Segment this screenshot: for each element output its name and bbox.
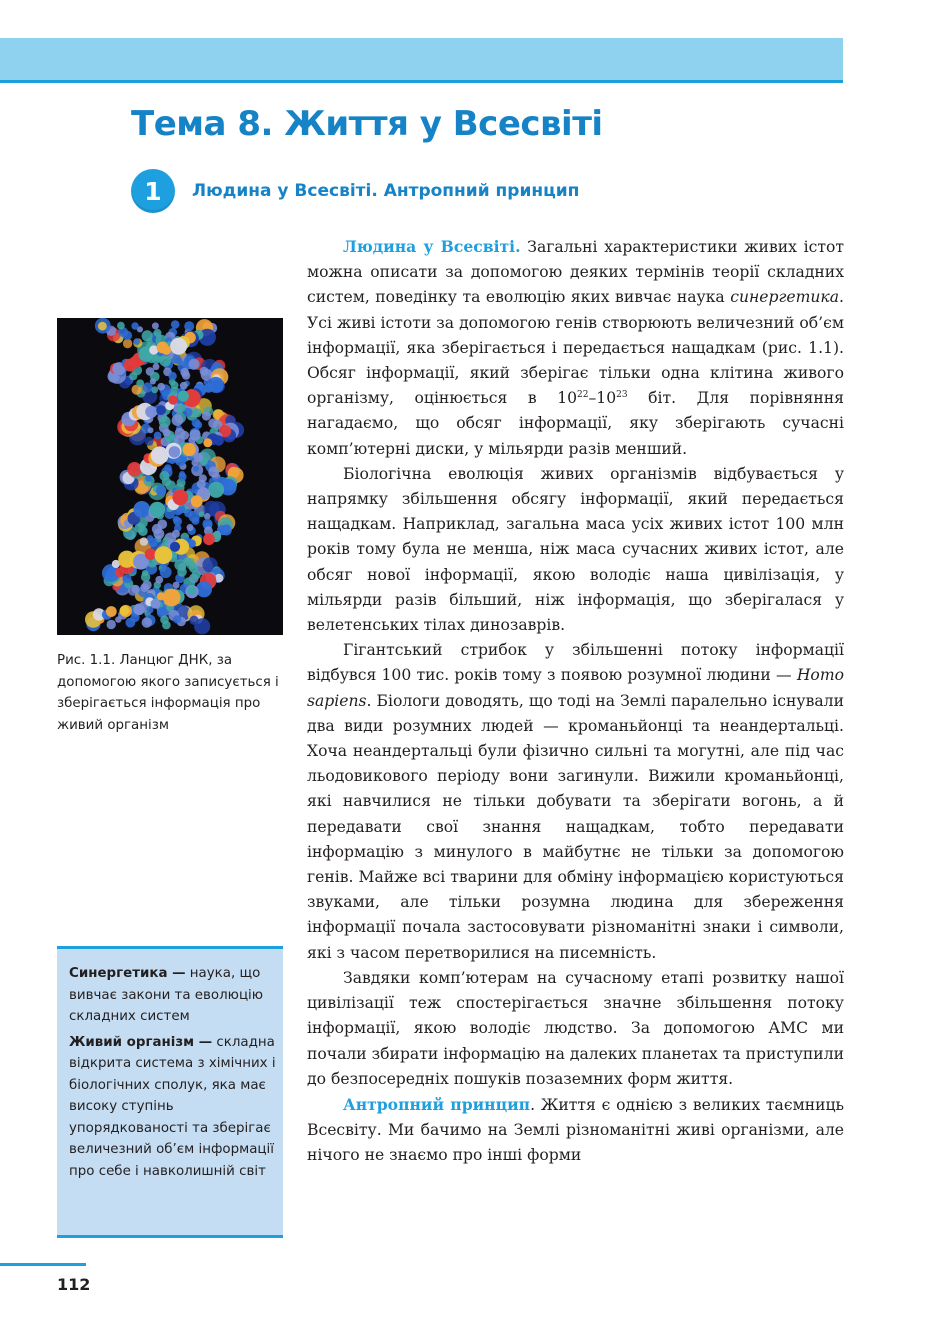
header-band-line [0, 80, 843, 83]
paragraph-text: . Життя є однією з великих таємниць Всесвіту. Ми бачимо на Землі різноманітні живі організми, але нічого не знаємо про інші форми [307, 1095, 845, 1165]
lead-term: Антропний принцип [343, 1094, 531, 1114]
section-heading [131, 168, 579, 214]
section-number-badge: 1 [131, 169, 175, 213]
glossary-definition: складна відкрита система з хімічних і біологічних сполук, яка має високу ступінь упорядкованості та зберігає величезний об’єм інформації про себе і навколишній світ [69, 1034, 276, 1179]
glossary-term: Синергетика — [69, 966, 186, 981]
dna-atom [115, 616, 121, 622]
paragraph-2: Біологічна еволюція живих організмів відбувається у напрямку збільшення обсягу інформації, який передається нащадкам. Наприклад, загальна маса усіх живих істот 100 млн років тому була не менша, ніж маса сучасних живих істот, але обсяг нової інформації, якою володіє наша цивілізація, у мільярди разів більший, ніж інформація, що зберігалася у велетенських тілах динозаврів. [307, 464, 844, 635]
dna-atom [107, 620, 116, 629]
paragraph-text: біт. Для порівняння нагадаємо, що обсяг інформації, яку зберігають сучасні комп’ютерні диски, у мільярди разів менший. [307, 389, 844, 458]
paragraph-text: –10 [588, 389, 617, 408]
paragraph-4: Завдяки комп’ютерам на сучасному етапі розвитку нашої цивілізації теж спостерігається значне збільшення потоку інформації, якою володіє людство. За допомогою АМС ми почали збирати інформацію на далеких планетах та приступили до безпосередніх пошуків позаземних форм життя. [307, 968, 844, 1088]
paragraph-text: . Біологи доводять, що тоді на Землі паралельно існували два види розумних людей — кроманьйонці та неандертальці. Хоча неандертальці були фізично сильні та могутні, але під час льодовикового періоду вони загинули. Вижили кроманьйонці, які навчилися не тільки добувати та зберігати вогонь, а й передавати свої знання нащадкам, тобто передавати інформацію з минулого в майбутнє не тільки за допомогою генів. Майже всі тварини для обміну інформацією користуються звуками, але тільки розумна людина для збереження інформації почала застосовувати різноманітні знаки і символи, які з часом перетворилися на писемність. [307, 691, 844, 962]
page-title: Тема 8. Життя у Всесвіті [131, 104, 603, 144]
dna-atom [98, 322, 107, 331]
dna-atom [117, 322, 125, 330]
glossary-spacer [131, 921, 307, 1222]
lead-term: Людина у Всесвіті. [343, 237, 521, 256]
body-text [131, 234, 844, 1222]
exponent: 22 [577, 390, 589, 401]
figure-spacer [131, 282, 307, 795]
header-band [0, 38, 843, 82]
paragraph-text: Гігантський стрибок у збільшенні потоку інформації відбувся 100 тис. років тому з появою розумної людини — [307, 641, 844, 685]
italic-term: Homo sapiens [307, 666, 844, 710]
section-title: Людина у Всесвіті. Антропний принцип [192, 181, 580, 201]
glossary-definition: наука, що вивчає закони та еволюцію складних систем [69, 966, 264, 1024]
dna-atom [106, 606, 117, 617]
italic-term: синергетика [730, 288, 840, 307]
glossary-term: Живий організм — [69, 1034, 213, 1050]
figure-caption: Рис. 1.1. Ланцюг ДНК, за допомогою якого записується і зберігається інформація про живий організм [57, 653, 279, 733]
paragraph-text: Загальні характеристики живих істот можна описати за допомогою деяких термінів теорії складних систем, поведінку та еволюцію яких вивчає наука [307, 238, 844, 307]
page-number: 112 [57, 1275, 91, 1294]
dna-atom [120, 606, 130, 616]
footer-line [0, 1263, 86, 1266]
exponent: 23 [616, 390, 628, 401]
paragraph-text: . Усі живі істоти за допомогою генів створюють величезний об’єм інформації, яка зберігається і передається нащадкам (рис. 1.1). Обсяг інформації, який зберігає тільки одна клітина живого організму, оцінюється в 10 [307, 288, 844, 408]
